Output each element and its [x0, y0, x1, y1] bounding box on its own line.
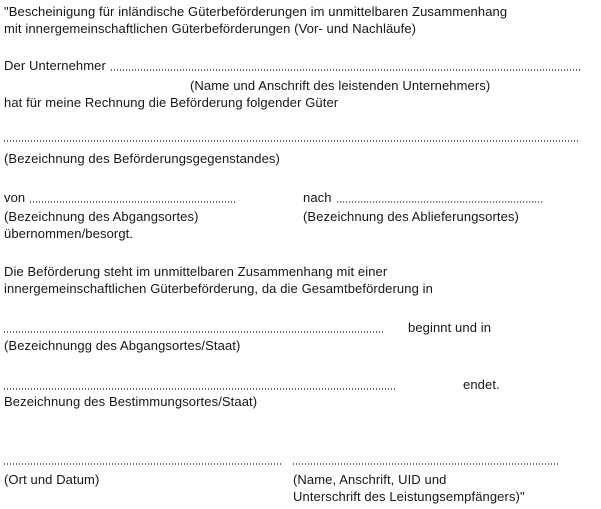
to-label: nach	[303, 190, 332, 205]
to-hint: (Bezeichnung des Ablieferungsortes)	[303, 209, 519, 224]
recipient-blank-field	[293, 463, 560, 465]
entrepreneur-label: Der Unternehmer	[4, 58, 106, 73]
title-line-2: mit innergemeinschaftlichen Güterbeförderungen (Vor- und Nachläufe)	[4, 21, 417, 36]
place-date-hint: (Ort und Datum)	[4, 472, 100, 487]
destination-blank-field	[4, 388, 396, 390]
goods-hint: (Bezeichnung des Beförderungsgegenstandes)	[4, 151, 280, 166]
entrepreneur-hint: (Name und Anschrift des leistenden Unternehmers)	[190, 78, 491, 93]
to-blank-field	[337, 201, 543, 203]
from-blank-field	[30, 201, 237, 203]
origin-hint: (Bezeichnungg des Abgangsortes/Staat)	[4, 338, 241, 353]
title-line-1: "Bescheinigung für inländische Güterbeförderungen im unmittelbaren Zusammenhang	[4, 4, 508, 19]
place-date-blank-field	[4, 463, 281, 465]
from-label: von	[4, 190, 26, 205]
context-line-2: innergemeinschaftlichen Güterbeförderung, da die Gesamtbeförderung in	[4, 281, 433, 296]
from-hint: (Bezeichnung des Abgangsortes)	[4, 209, 199, 224]
recipient-hint-line-1: (Name, Anschrift, UID und	[293, 472, 447, 487]
context-line-1: Die Beförderung steht im unmittelbaren Zusammenhang mit einer	[4, 264, 388, 279]
to-line	[303, 190, 543, 206]
entrepreneur-continuation: hat für meine Rechnung die Beförderung folgender Güter	[4, 95, 339, 110]
destination-hint: Bezeichnung des Bestimmungsortes/Staat)	[4, 394, 258, 409]
origin-blank-field	[4, 331, 384, 333]
entrepreneur-blank-field	[111, 69, 580, 71]
entrepreneur-line	[4, 58, 580, 74]
from-line	[4, 190, 237, 206]
route-closing: übernommen/besorgt.	[4, 226, 134, 241]
origin-suffix: beginnt und in	[408, 320, 492, 335]
recipient-hint-line-2: Unterschrift des Leistungsempfängers)"	[293, 489, 525, 504]
goods-blank-field	[4, 140, 578, 142]
destination-suffix: endet.	[463, 377, 500, 392]
